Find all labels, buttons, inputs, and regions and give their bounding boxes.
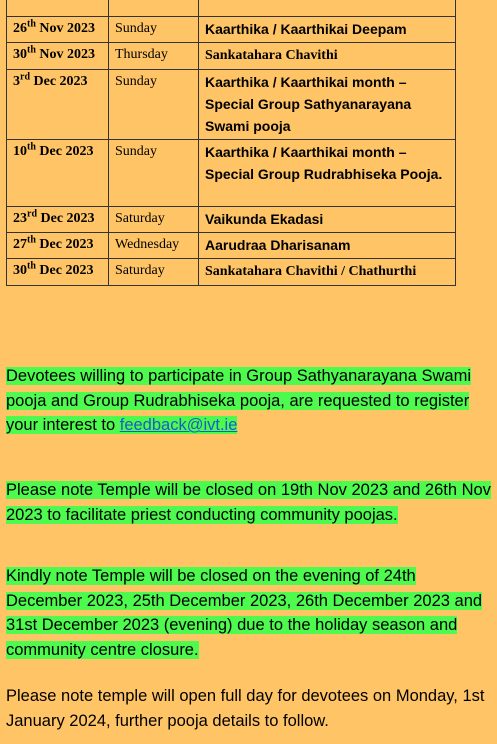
event-cell: Sankatahara Chavithi xyxy=(199,43,456,70)
pooja-schedule-table xyxy=(6,0,456,286)
nov-closure-text: Please note Temple will be closed on 19th Nov 2023 and 26th Nov 2023 to facilitate priest conducting community poojas. xyxy=(6,481,491,524)
table-row xyxy=(7,70,456,140)
jan-opening-notice: Please note temple will open full day for devotees on Monday, 1st January 2024, further pooja details to follow. xyxy=(6,687,485,730)
day-cell xyxy=(109,0,199,17)
date-cell: 30th Nov 2023 xyxy=(7,43,109,70)
event-cell: Kaarthika / Kaarthikai month – Special Group Sathyanarayana Swami pooja xyxy=(199,70,456,140)
date-cell xyxy=(7,0,109,17)
nov-closure-notice xyxy=(6,478,494,527)
register-interest-notice xyxy=(6,364,494,438)
event-cell: Sankatahara Chavithi / Chathurthi xyxy=(199,259,456,286)
event-cell: Kaarthika / Kaarthikai month – Special Group Rudrabhiseka Pooja. xyxy=(199,140,456,207)
event-cell xyxy=(199,0,456,17)
feedback-email-link[interactable]: feedback@ivt.ie xyxy=(119,416,238,435)
day-cell: Saturday xyxy=(109,207,199,233)
event-cell: Aarudraa Dharisanam xyxy=(199,233,456,259)
table-row xyxy=(7,233,456,259)
day-cell: Sunday xyxy=(109,17,199,43)
day-cell: Wednesday xyxy=(109,233,199,259)
day-cell: Saturday xyxy=(109,259,199,286)
day-cell: Thursday xyxy=(109,43,199,70)
day-cell: Sunday xyxy=(109,140,199,207)
date-cell: 27th Dec 2023 xyxy=(7,233,109,259)
day-cell: Sunday xyxy=(109,70,199,140)
table-row xyxy=(7,17,456,43)
dec-closure-notice xyxy=(6,564,494,662)
dec-closure-text: Kindly note Temple will be closed on the evening of 24th December 2023, 25th December 2023, 26th December 2023 and 31st December 2023 (evening) due to the holiday season and community centre closure. xyxy=(6,567,483,659)
date-cell: 10th Dec 2023 xyxy=(7,140,109,207)
date-cell: 23rd Dec 2023 xyxy=(7,207,109,233)
table-row xyxy=(7,259,456,286)
date-cell: 30th Dec 2023 xyxy=(7,259,109,286)
date-cell: 26th Nov 2023 xyxy=(7,17,109,43)
event-cell: Kaarthika / Kaarthikai Deepam xyxy=(199,17,456,43)
register-interest-text: Devotees willing to participate in Group Sathyanarayana Swami pooja and Group Rudrabhiseka pooja, are requested to register your interest to xyxy=(6,367,471,435)
table-row xyxy=(7,140,456,207)
table-row xyxy=(7,207,456,233)
date-cell: 3rd Dec 2023 xyxy=(7,70,109,140)
table-row xyxy=(7,43,456,70)
table-row xyxy=(7,0,456,17)
event-cell: Vaikunda Ekadasi xyxy=(199,207,456,233)
